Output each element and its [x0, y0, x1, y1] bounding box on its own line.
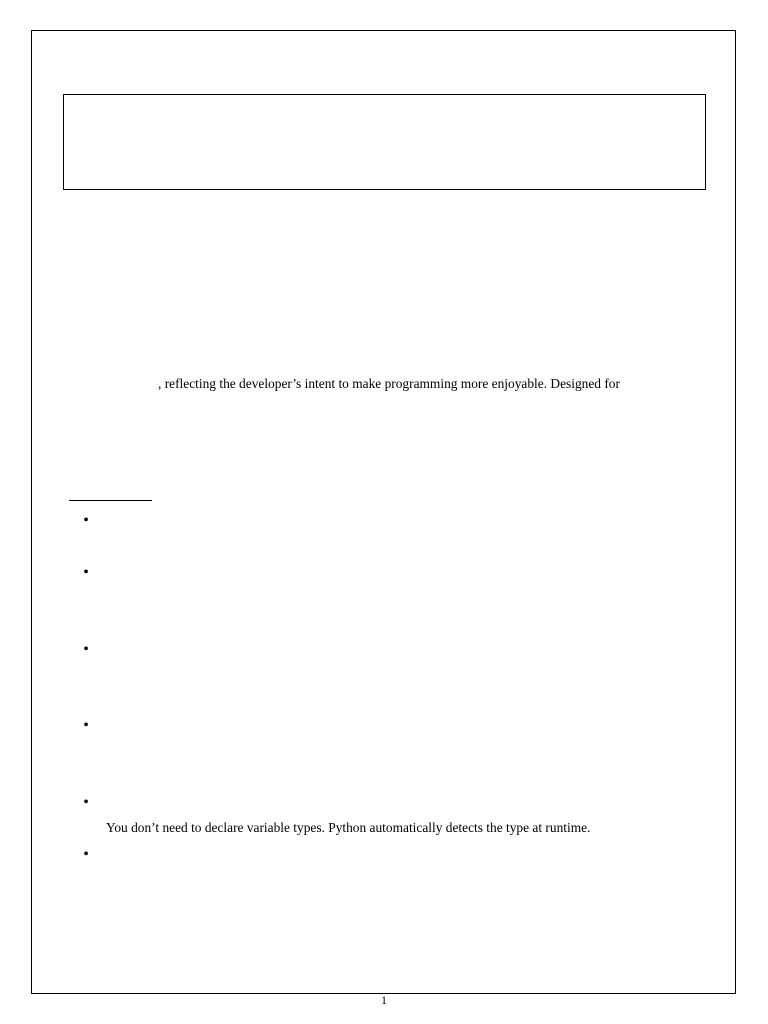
page-number: 1	[381, 993, 387, 1007]
title-box	[63, 94, 706, 190]
list-bullet: •	[83, 512, 89, 529]
list-bullet: •	[83, 717, 89, 734]
section-heading-underline	[69, 500, 152, 501]
list-item-text-dynamic-typing: You don’t need to declare variable types. Python automatically detects the type at runtime.	[106, 820, 591, 835]
list-bullet: •	[83, 641, 89, 658]
intro-paragraph-line: , reflecting the developer’s intent to make programming more enjoyable. Designed for	[158, 376, 620, 391]
list-bullet: •	[83, 564, 89, 581]
list-bullet: •	[83, 846, 89, 863]
list-bullet: •	[83, 794, 89, 811]
